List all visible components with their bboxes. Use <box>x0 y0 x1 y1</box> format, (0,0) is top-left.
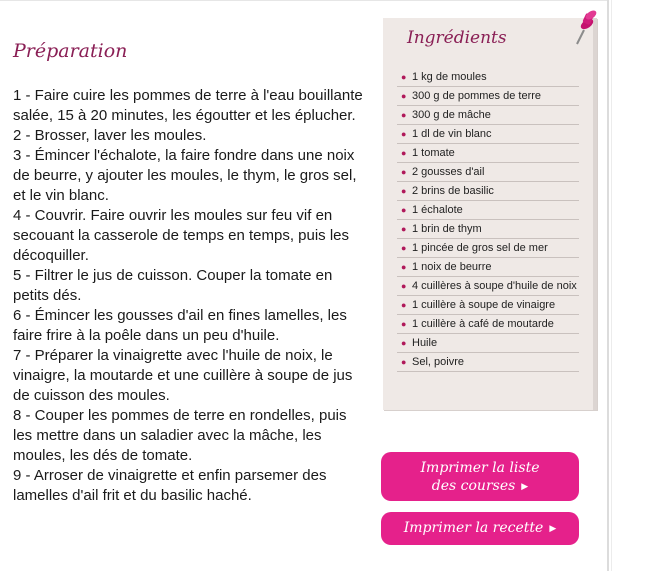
preparation-steps <box>13 86 363 506</box>
step-8: 8 - Couper les pommes de terre en rondelles, puis les mettre dans un saladier avec la mâche, les moules, les dés de tomate. <box>13 407 347 464</box>
bullet-icon: ● <box>401 319 407 329</box>
step-1: 1 - Faire cuire les pommes de terre à l'eau bouillante salée, 15 à 20 minutes, les égoutter et les éplucher. <box>13 87 363 124</box>
ingredient-item <box>397 182 579 201</box>
bullet-icon: ● <box>401 167 407 177</box>
bullet-icon: ● <box>401 281 407 291</box>
ingredient-item <box>397 106 579 125</box>
ingredient-item <box>397 220 579 239</box>
step-4: 4 - Couvrir. Faire ouvrir les moules sur feu vif en secouant la casserole de temps en temps, puis les décoquiller. <box>13 207 350 264</box>
ingredients-list <box>397 68 579 372</box>
frame-right-border <box>607 0 609 571</box>
ingredients-card <box>383 18 597 410</box>
ingredient-item <box>397 163 579 182</box>
frame-top-border <box>0 0 607 1</box>
ingredient-item <box>397 201 579 220</box>
ingredient-label: 1 dl de vin blanc <box>412 128 492 140</box>
pushpin-icon <box>569 10 599 50</box>
card-torn-edge <box>383 13 593 19</box>
ingredients-title: Ingrédients <box>407 28 507 48</box>
bullet-icon: ● <box>401 205 407 215</box>
triangle-right-icon: ▶ <box>549 524 557 534</box>
bullet-icon: ● <box>401 338 407 348</box>
ingredient-label: 300 g de pommes de terre <box>412 90 542 102</box>
ingredient-item <box>397 68 579 87</box>
print-recipe-button[interactable] <box>381 512 579 545</box>
ingredient-label: 1 tomate <box>412 147 455 159</box>
ingredient-label: 2 gousses d'ail <box>412 166 485 178</box>
ingredient-item <box>397 296 579 315</box>
ingredient-item <box>397 144 579 163</box>
ingredient-label: Huile <box>412 337 438 349</box>
ingredient-label: 1 cuillère à café de moutarde <box>412 318 554 330</box>
bullet-icon: ● <box>401 129 407 139</box>
triangle-right-icon: ▶ <box>521 482 529 492</box>
print-list-label-line2: des courses <box>431 478 516 494</box>
ingredient-label: Sel, poivre <box>412 356 464 368</box>
ingredient-label: 300 g de mâche <box>412 109 491 121</box>
print-shopping-list-button[interactable] <box>381 452 579 501</box>
bullet-icon: ● <box>401 148 407 158</box>
ingredient-label: 1 échalote <box>412 204 463 216</box>
ingredient-item <box>397 353 579 372</box>
step-7: 7 - Préparer la vinaigrette avec l'huile de noix, le vinaigre, la moutarde et une cuillère à soupe de jus de cuisson des moules. <box>13 347 353 404</box>
ingredient-label: 1 pincée de gros sel de mer <box>412 242 548 254</box>
ingredient-label: 4 cuillères à soupe d'huile de noix <box>412 280 577 292</box>
frame-right-border-outer <box>611 0 612 571</box>
step-9: 9 - Arroser de vinaigrette et enfin parsemer des lamelles d'ail frit et du basilic haché. <box>13 467 327 504</box>
ingredient-item <box>397 315 579 334</box>
ingredient-label: 2 brins de basilic <box>412 185 494 197</box>
bullet-icon: ● <box>401 357 407 367</box>
bullet-icon: ● <box>401 110 407 120</box>
ingredient-label: 1 cuillère à soupe de vinaigre <box>412 299 556 311</box>
bullet-icon: ● <box>401 300 407 310</box>
ingredient-item <box>397 258 579 277</box>
ingredient-label: 1 brin de thym <box>412 223 482 235</box>
bullet-icon: ● <box>401 224 407 234</box>
print-list-label-line2-wrap <box>381 477 579 497</box>
ingredient-label: 1 kg de moules <box>412 71 487 83</box>
bullet-icon: ● <box>401 243 407 253</box>
ingredient-item <box>397 277 579 296</box>
preparation-title: Préparation <box>13 40 128 62</box>
ingredient-item <box>397 87 579 106</box>
ingredient-item <box>397 125 579 144</box>
step-5: 5 - Filtrer le jus de cuisson. Couper la tomate en petits dés. <box>13 267 333 304</box>
step-2: 2 - Brosser, laver les moules. <box>13 127 207 144</box>
print-recipe-label: Imprimer la recette <box>403 520 544 536</box>
step-3: 3 - Émincer l'échalote, la faire fondre dans une noix de beurre, y ajouter les moules, le thym, le gros sel, et le vin blanc. <box>13 147 357 204</box>
ingredient-item <box>397 334 579 353</box>
bullet-icon: ● <box>401 186 407 196</box>
step-6: 6 - Émincer les gousses d'ail en fines lamelles, les faire frire à la poêle dans un peu d'huile. <box>13 307 347 344</box>
bullet-icon: ● <box>401 262 407 272</box>
ingredient-item <box>397 239 579 258</box>
print-list-label-line1: Imprimer la liste <box>420 460 540 476</box>
bullet-icon: ● <box>401 91 407 101</box>
bullet-icon: ● <box>401 72 407 82</box>
ingredient-label: 1 noix de beurre <box>412 261 492 273</box>
